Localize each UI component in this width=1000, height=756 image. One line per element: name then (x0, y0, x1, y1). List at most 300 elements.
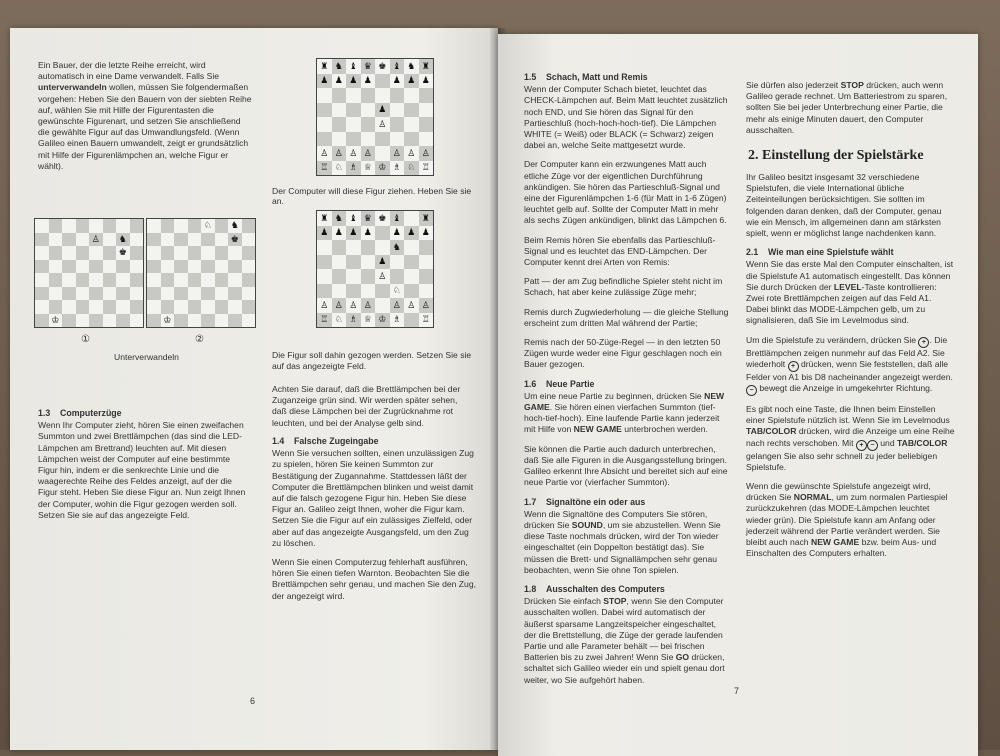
board-square: ♟ (317, 226, 332, 241)
board-square (317, 255, 332, 270)
section-1-5-p6: Remis nach der 50-Züge-Regel — in den letzten 50 Zügen wurde weder eine Figur geschlagen noch ein Bauer gezogen. (524, 337, 722, 370)
board-square (390, 88, 405, 103)
board-square (346, 269, 361, 284)
board-square (215, 314, 229, 328)
board-square (215, 273, 229, 287)
board-square (317, 240, 332, 255)
board-square (201, 260, 215, 274)
board-square (35, 233, 49, 247)
board-square (103, 260, 117, 274)
section-1-6-title: Neue Partie (546, 378, 595, 389)
board-square (404, 313, 419, 328)
board-square (228, 300, 242, 314)
board-square: ♙ (419, 146, 434, 161)
board-square (404, 103, 419, 118)
board-square (188, 233, 202, 247)
board-square (89, 287, 103, 301)
board-square: ♚ (375, 211, 390, 226)
section-1-4-number: 1.4 (272, 436, 285, 446)
section-1-4-body-1: Wenn Sie versuchen sollten, einen unzulässigen Zug zu spielen, hören Sie keinen Summton zur Bestätigung der Zugannahme. Stattdessen läßt der Computer die Brettlämpchen blinken und weist damit auf die falsch gezogene Figur hin. Heben Sie diese Figur an. Galileo zeigt Ihnen, woher die Figur kam. Setzen Sie die Figur auf ein zulässiges Zielfeld, oder aber auf das angezeigte Ausgangsfeld, um den Zug zu löschen. (272, 448, 474, 548)
board-square (375, 284, 390, 299)
section-1-5-p5: Remis durch Zugwiederholung — die gleiche Stellung erscheint zum dritten Mal während der Partie; (524, 306, 729, 328)
board-square (35, 300, 49, 314)
section-1-8-p: Drücken Sie einfach STOP, wenn Sie den Computer ausschalten wollen. Dabei wird automatisch der äußerst sparsame Langzeitspeicher eingeschaltet, der die Brettstellung, die Züge der gerade laufenden Partie und alle Parameter behält — bei frischen Batterien bis zu zwei Jahren! Wenn Sie GO drücken, schaltet sich Galileo wieder ein und spielt genau dort weiter, wo Sie aufgehört haben. (524, 596, 725, 685)
board-square: ♖ (317, 313, 332, 328)
section-2-1-p4: Wenn die gewünschte Spielstufe angezeigt wird, drücken Sie NORMAL, um zum normalen Partiespiel zurückzukehren (das MODE-Lämpchen leuchtet wieder grün). Die Spielstufe kann am Anfang oder jederzeit während der Partie verändert werden. Sie bleibt auch nach NEW GAME bzw. beim Aus- und Einschalten des Computers erhalten. (746, 481, 948, 559)
board-square (375, 146, 390, 161)
board-square (174, 287, 188, 301)
board-square (76, 260, 90, 274)
board-square: ♙ (332, 146, 347, 161)
board-square: ♙ (404, 298, 419, 313)
board-square (188, 287, 202, 301)
board-square: ♙ (361, 146, 376, 161)
board-square (215, 219, 229, 233)
intro-text-1: Ein Bauer, der die letzte Reihe erreicht, wird automatisch in eine Dame verwandelt. Falls Sie (38, 60, 220, 82)
section-1-7-title: Signaltöne ein oder aus (546, 496, 646, 507)
board-square: ♙ (375, 117, 390, 132)
section-2-1-p1: Wenn Sie das erste Mal den Computer einschalten, ist die Spielstufe A1 automatisch eingestellt. Das können Sie durch Drücken der LEVEL-Taste kontrollieren: Zwei rote Brettlämpchen zeigen auf das Feld A1. Dabei blinkt das MODE-Lämpchen gelb, um zu signalisieren, daß Sie im Levelmodus sind. (746, 259, 954, 326)
section-1-5-p4: Patt — der am Zug befindliche Spieler steht nicht im Schach, hat aber keine zulässige Züge mehr; (524, 276, 723, 298)
column-2 (746, 172, 956, 567)
board-square (35, 219, 49, 233)
board-square (116, 314, 130, 328)
board-square: ♞ (404, 59, 419, 74)
board-square (419, 284, 434, 299)
key-tab-color-2: TAB/COLOR (897, 437, 948, 448)
board-square (116, 219, 130, 233)
section-1-6-p2: Sie können die Partie auch dadurch unterbrechen, daß Sie alle Figuren in die Ausgangsstellung bringen. Galileo erkennt Ihre Absicht und bereitet sich auf eine neue Partie vor (vierfacher Summton). (524, 443, 728, 488)
board-square (174, 246, 188, 260)
board-square (174, 273, 188, 287)
board-square (130, 246, 144, 260)
board-square (147, 260, 161, 274)
board-square: ♘ (404, 161, 419, 176)
board-square (375, 226, 390, 241)
board-square (390, 103, 405, 118)
board-square: ♟ (332, 226, 347, 241)
board-square: ♝ (346, 211, 361, 226)
board-square (317, 117, 332, 132)
board-square (62, 219, 76, 233)
board-square (201, 287, 215, 301)
plus-key-icon-2: + (788, 361, 799, 372)
board-square (161, 273, 175, 287)
board-square: ♘ (332, 161, 347, 176)
board-square: ♞ (332, 211, 347, 226)
caption-underpromotion: Unterverwandeln (114, 352, 179, 362)
board-square (76, 219, 90, 233)
board-square (116, 300, 130, 314)
board-square (147, 219, 161, 233)
board-square (174, 314, 188, 328)
board-square (404, 117, 419, 132)
board-square: ♟ (332, 74, 347, 89)
board-square (49, 233, 63, 247)
board-square: ♕ (361, 313, 376, 328)
board-square: ♚ (116, 246, 130, 260)
board-square (242, 273, 256, 287)
board-square: ♟ (390, 226, 405, 241)
board-square: ♙ (419, 298, 434, 313)
board-square: ♙ (361, 298, 376, 313)
board-square (35, 246, 49, 260)
board-square (404, 132, 419, 147)
board-square (346, 255, 361, 270)
board-square (103, 246, 117, 260)
board-square (361, 103, 376, 118)
minus-key-icon: − (746, 385, 757, 396)
board-square: ♙ (404, 146, 419, 161)
board-square (49, 273, 63, 287)
board-square (35, 314, 49, 328)
chapter-2-title: 2. Einstellung der Spielstärke (748, 148, 924, 163)
section-2-1-title: Wie man eine Spielstufe wählt (768, 247, 894, 258)
board-square (174, 300, 188, 314)
caption-move: Der Computer will diese Figur ziehen. Heben Sie sie an. (272, 186, 472, 206)
board-square: ♛ (361, 211, 376, 226)
board-square: ♟ (419, 226, 434, 241)
board-square (242, 300, 256, 314)
board-square (228, 287, 242, 301)
chapter-2-intro: Ihr Galileo besitzt insgesamt 32 verschiedene Spielstufen, die viele International übliche Zeiteinteilungen berücksichtigen. Sie sollten im folgenden daran denken, daß der Computer, genau wie ein Mensch, im allgemeinen dann am stärksten spielt, wenn er möglichst lange nachdenken kann. (746, 172, 942, 239)
board-square: ♔ (375, 313, 390, 328)
key-sound: SOUND (571, 519, 603, 530)
board-square (201, 246, 215, 260)
column-2-intro: Sie dürfen also jederzeit STOP drücken, auch wenn Galileo gerade rechnet. Um Batteriestrom zu sparen, sollten Sie bei jeder Unterbrechung einer Partie, die mehr als einige Minuten dauert, den Computer ausschalten. (746, 80, 948, 135)
board-square (201, 233, 215, 247)
board-square: ♙ (89, 233, 103, 247)
board-square (361, 132, 376, 147)
intro-text-2: wollen, müssen Sie folgendermaßen vorgehen: Heben Sie den Bauern von der siebten Reihe auf, wählen Sie mit Hilfe der Figurentasten die gewünschte Figurenart, und setzen Sie anschließend die gewählte Figur auf das Umwandlungsfeld. (Wenn Galileo einen Bauern umwandelt, zeigt er grundsätzlich mit Hilfe der Figurenlämpchen an, welche Figur er wählt). (38, 82, 252, 171)
key-new-game-2: NEW GAME (573, 424, 622, 435)
page-number-right: 7 (734, 686, 740, 696)
board-square (161, 233, 175, 247)
section-1-5-p3: Beim Remis hören Sie ebenfalls das Partieschluß-Signal und es leuchtet das END-Lämpchen. Der Computer kennt drei Arten von Remis: (524, 234, 716, 268)
board-square (62, 287, 76, 301)
board-square (419, 117, 434, 132)
section-1-4-title: Falsche Zugeingabe (294, 436, 379, 446)
board-square (89, 219, 103, 233)
board-square (375, 132, 390, 147)
board-square (49, 300, 63, 314)
board-square (188, 314, 202, 328)
board-square (361, 255, 376, 270)
board-square: ♝ (390, 59, 405, 74)
section-1-3-number: 1.3 (38, 408, 51, 418)
section-2-1-p3: Es gibt noch eine Taste, die Ihnen beim Einstellen einer Spielstufe nützlich ist. Wenn Sie im Levelmodus TAB/COLOR drücken, wird die Anzeige um eine Reihe nach rechts verschoben. Mit + − und TAB/COLOR gelangen Sie also sehr schnell zu jeder beliebigen Spielstufe. (746, 404, 955, 472)
intro-paragraph (38, 60, 254, 172)
board-square (346, 240, 361, 255)
board-square (103, 219, 117, 233)
board-square (404, 211, 419, 226)
section-2-1-number: 2.1 (746, 247, 759, 258)
board-square (35, 260, 49, 274)
board-square (103, 273, 117, 287)
board-square (147, 314, 161, 328)
board-square (215, 246, 229, 260)
board-square (419, 88, 434, 103)
board-square: ♟ (361, 226, 376, 241)
board-square (317, 132, 332, 147)
board-square: ♙ (390, 146, 405, 161)
section-1-8-title: Ausschalten des Computers (546, 583, 665, 594)
board-square (161, 300, 175, 314)
board-square (242, 260, 256, 274)
board-square (332, 117, 347, 132)
board-square: ♗ (346, 161, 361, 176)
section-1-5-title: Schach, Matt und Remis (546, 72, 648, 82)
board-square (317, 269, 332, 284)
chess-board-diagram-2 (316, 210, 434, 328)
note-paragraph: Achten Sie darauf, daß die Brettlämpchen bei der Zuganzeige grün sind. Wir werden später sehen, daß diese Lämpchen bei der Zugrücknahme rot leuchten, und bei der Analyse gelb sind. (272, 384, 461, 428)
board-square (130, 273, 144, 287)
board-square (346, 88, 361, 103)
board-square (361, 240, 376, 255)
board-square (116, 260, 130, 274)
board-square: ♘ (390, 284, 405, 299)
section-1-3-body: Wenn Ihr Computer zieht, hören Sie einen zweifachen Summton und zwei Brettlämpchen (das sind die LED-Lämpchen am Brettrand) leuchten auf. Mit diesen Lämpchen weist der Computer auf eine bestimmte Figur hin, indem er die senkrechte Linie und die waagerechte Reihe des Feldes anzeigt, auf der die Figur steht. Heben Sie diese Figur an. Nun zeigt Ihnen der Computer, wohin die Figur gezogen werden soll. Setzen Sie sie auf das angezeigte Feld. (38, 420, 246, 520)
board-square (215, 233, 229, 247)
board-square (103, 287, 117, 301)
board-square (161, 219, 175, 233)
underpromotion-board-2 (146, 218, 256, 328)
board-square (201, 273, 215, 287)
board-square: ♙ (332, 298, 347, 313)
board-square (62, 260, 76, 274)
board-square: ♜ (419, 211, 434, 226)
board-square (346, 132, 361, 147)
board-square (188, 246, 202, 260)
board-square (390, 117, 405, 132)
board-square (375, 240, 390, 255)
board-square: ♟ (361, 74, 376, 89)
board-square (228, 314, 242, 328)
section-1-4 (272, 436, 476, 610)
board-square (332, 269, 347, 284)
board-square: ♞ (228, 219, 242, 233)
board-square (188, 219, 202, 233)
board-square (390, 132, 405, 147)
section-1-8-number: 1.8 (524, 583, 537, 594)
board-square (390, 255, 405, 270)
board-square (404, 269, 419, 284)
section-1-4-body-2: Wenn Sie einen Computerzug fehlerhaft ausführen, hören Sie einen tiefen Warnton. Beobachten Sie die Brettlämpchen sehr genau, und machen Sie den Zug, der angezeigt wird. (272, 557, 476, 601)
board-square (332, 88, 347, 103)
board-square (188, 300, 202, 314)
board-square (242, 287, 256, 301)
board-square: ♙ (317, 298, 332, 313)
board-square: ♜ (317, 59, 332, 74)
board-square (215, 300, 229, 314)
board-square (317, 284, 332, 299)
board-square (332, 284, 347, 299)
board-square (419, 269, 434, 284)
key-stop-2: STOP (840, 80, 864, 90)
board-square: ♛ (361, 59, 376, 74)
board-square: ♜ (317, 211, 332, 226)
section-1-6-number: 1.6 (524, 378, 537, 389)
board-square (419, 103, 434, 118)
board-square (404, 88, 419, 103)
board-square (147, 300, 161, 314)
section-1-5-p1: Wenn der Computer Schach bietet, leuchtet das CHECK-Lämpchen auf. Beim Matt leuchtet zusätzlich noch END, und Sie hören das Signal für den Partieschluß (hoch-hoch-hoch-tief). Die Lämpchen WHITE (= Weiß) oder BLACK (= Schwarz) zeigen dabei an, welche Seite mattgesetzt wurde. (524, 84, 728, 151)
board-square: ♙ (346, 298, 361, 313)
board-square (130, 300, 144, 314)
board-square (76, 233, 90, 247)
board-square (130, 260, 144, 274)
board-square (174, 260, 188, 274)
board-square (147, 246, 161, 260)
board-square (130, 287, 144, 301)
board-square (404, 240, 419, 255)
board-square (242, 314, 256, 328)
key-new-game: NEW GAME (524, 390, 725, 413)
board-square (174, 233, 188, 247)
right-page (498, 34, 978, 756)
key-stop: STOP (603, 596, 627, 607)
board-square (76, 314, 90, 328)
board-square: ♞ (116, 233, 130, 247)
board-square: ♖ (419, 161, 434, 176)
board-square (188, 273, 202, 287)
board-square: ♟ (375, 103, 390, 118)
board-square: ♗ (346, 313, 361, 328)
section-1-5-number: 1.5 (524, 72, 537, 82)
board-square (130, 233, 144, 247)
board-square (103, 233, 117, 247)
board-square: ♟ (390, 74, 405, 89)
section-1-6-p1: Um eine neue Partie zu beginnen, drücken Sie NEW GAME. Sie hören einen vierfachen Summton (tief-hoch-tief-hoch). Eine laufende Partie kann jederzeit mit Hilfe von NEW GAME unterbrochen werden. (524, 390, 725, 435)
board-square: ♟ (346, 226, 361, 241)
board-square: ♖ (317, 161, 332, 176)
board-square (188, 260, 202, 274)
board-square: ♙ (390, 298, 405, 313)
board-square (361, 117, 376, 132)
board-square (361, 88, 376, 103)
board-square (103, 300, 117, 314)
board-square (419, 240, 434, 255)
board-square (49, 219, 63, 233)
board-square (89, 260, 103, 274)
board-square (228, 246, 242, 260)
board-square (130, 314, 144, 328)
board-square (62, 246, 76, 260)
board-square: ♕ (361, 161, 376, 176)
left-page (10, 28, 498, 750)
board-square: ♞ (390, 240, 405, 255)
intro-bold-word: unterverwandeln (38, 82, 107, 93)
section-1-5-p2: Der Computer kann ein erzwungenes Matt auch etliche Züge vor der eigentlichen Durchführung ankündigen. Sie hören das Partieschluß-Signal und eine der Figurenlämpchen 1-6 (für Matt in 1-6 Zügen) leuchtet gelb auf. Sollte der Computer Matt in mehr als sechs Zügen ankündigen, blinkt das Lämpchen 6. (524, 159, 727, 226)
board-square (161, 260, 175, 274)
board-square: ♚ (228, 233, 242, 247)
board-square (242, 219, 256, 233)
board-square (103, 314, 117, 328)
board-square (346, 103, 361, 118)
board-square (375, 298, 390, 313)
board-label-2: ② (195, 334, 204, 345)
board-square: ♗ (390, 313, 405, 328)
board-square (130, 219, 144, 233)
board-square: ♟ (375, 255, 390, 270)
board-square (346, 117, 361, 132)
key-normal: NORMAL (793, 492, 832, 503)
board-square (174, 219, 188, 233)
board-square: ♟ (317, 74, 332, 89)
board-square (317, 103, 332, 118)
board-square (49, 246, 63, 260)
section-1-7-number: 1.7 (524, 496, 537, 507)
board-square (76, 287, 90, 301)
board-square (62, 273, 76, 287)
board-square (201, 314, 215, 328)
board-square: ♙ (317, 146, 332, 161)
board-square (361, 284, 376, 299)
board-square (419, 255, 434, 270)
board-square (201, 300, 215, 314)
section-1-3-title: Computerzüge (60, 408, 122, 418)
board-square (404, 284, 419, 299)
board-square (76, 300, 90, 314)
board-square: ♗ (390, 161, 405, 176)
board-square (76, 246, 90, 260)
board-square (332, 103, 347, 118)
board-square: ♔ (161, 314, 175, 328)
board-square (317, 88, 332, 103)
board-square: ♝ (346, 59, 361, 74)
key-go: GO (675, 652, 690, 663)
board-square (89, 273, 103, 287)
board-square (89, 300, 103, 314)
minus-key-icon-2: − (867, 440, 878, 451)
board-square (332, 240, 347, 255)
board-square (49, 260, 63, 274)
board-square (147, 273, 161, 287)
board-label-1: ① (81, 334, 90, 345)
board-square (228, 260, 242, 274)
underpromotion-board-1 (34, 218, 144, 328)
board-square: ♘ (332, 313, 347, 328)
board-square (35, 273, 49, 287)
board-square (375, 88, 390, 103)
board-square (161, 246, 175, 260)
board-square: ♟ (419, 74, 434, 89)
board-square: ♝ (390, 211, 405, 226)
key-tab-color: TAB/COLOR (746, 426, 797, 437)
board-square (147, 287, 161, 301)
board-square (89, 314, 103, 328)
board-square (89, 246, 103, 260)
board-square: ♔ (49, 314, 63, 328)
board-square: ♞ (332, 59, 347, 74)
column-1 (524, 72, 730, 694)
board-square (242, 246, 256, 260)
plus-key-icon: + (918, 337, 929, 348)
plus-key-icon-3: + (856, 440, 867, 451)
board-square (116, 273, 130, 287)
board-square (419, 132, 434, 147)
board-square: ♟ (404, 226, 419, 241)
board-square (161, 287, 175, 301)
board-square (76, 273, 90, 287)
board-square (332, 132, 347, 147)
board-square (62, 314, 76, 328)
board-square (215, 260, 229, 274)
caption-drag: Die Figur soll dahin gezogen werden. Setzen Sie sie auf das angezeigte Feld. (272, 350, 472, 372)
board-square (361, 269, 376, 284)
board-square: ♔ (375, 161, 390, 176)
section-1-3 (38, 408, 250, 521)
